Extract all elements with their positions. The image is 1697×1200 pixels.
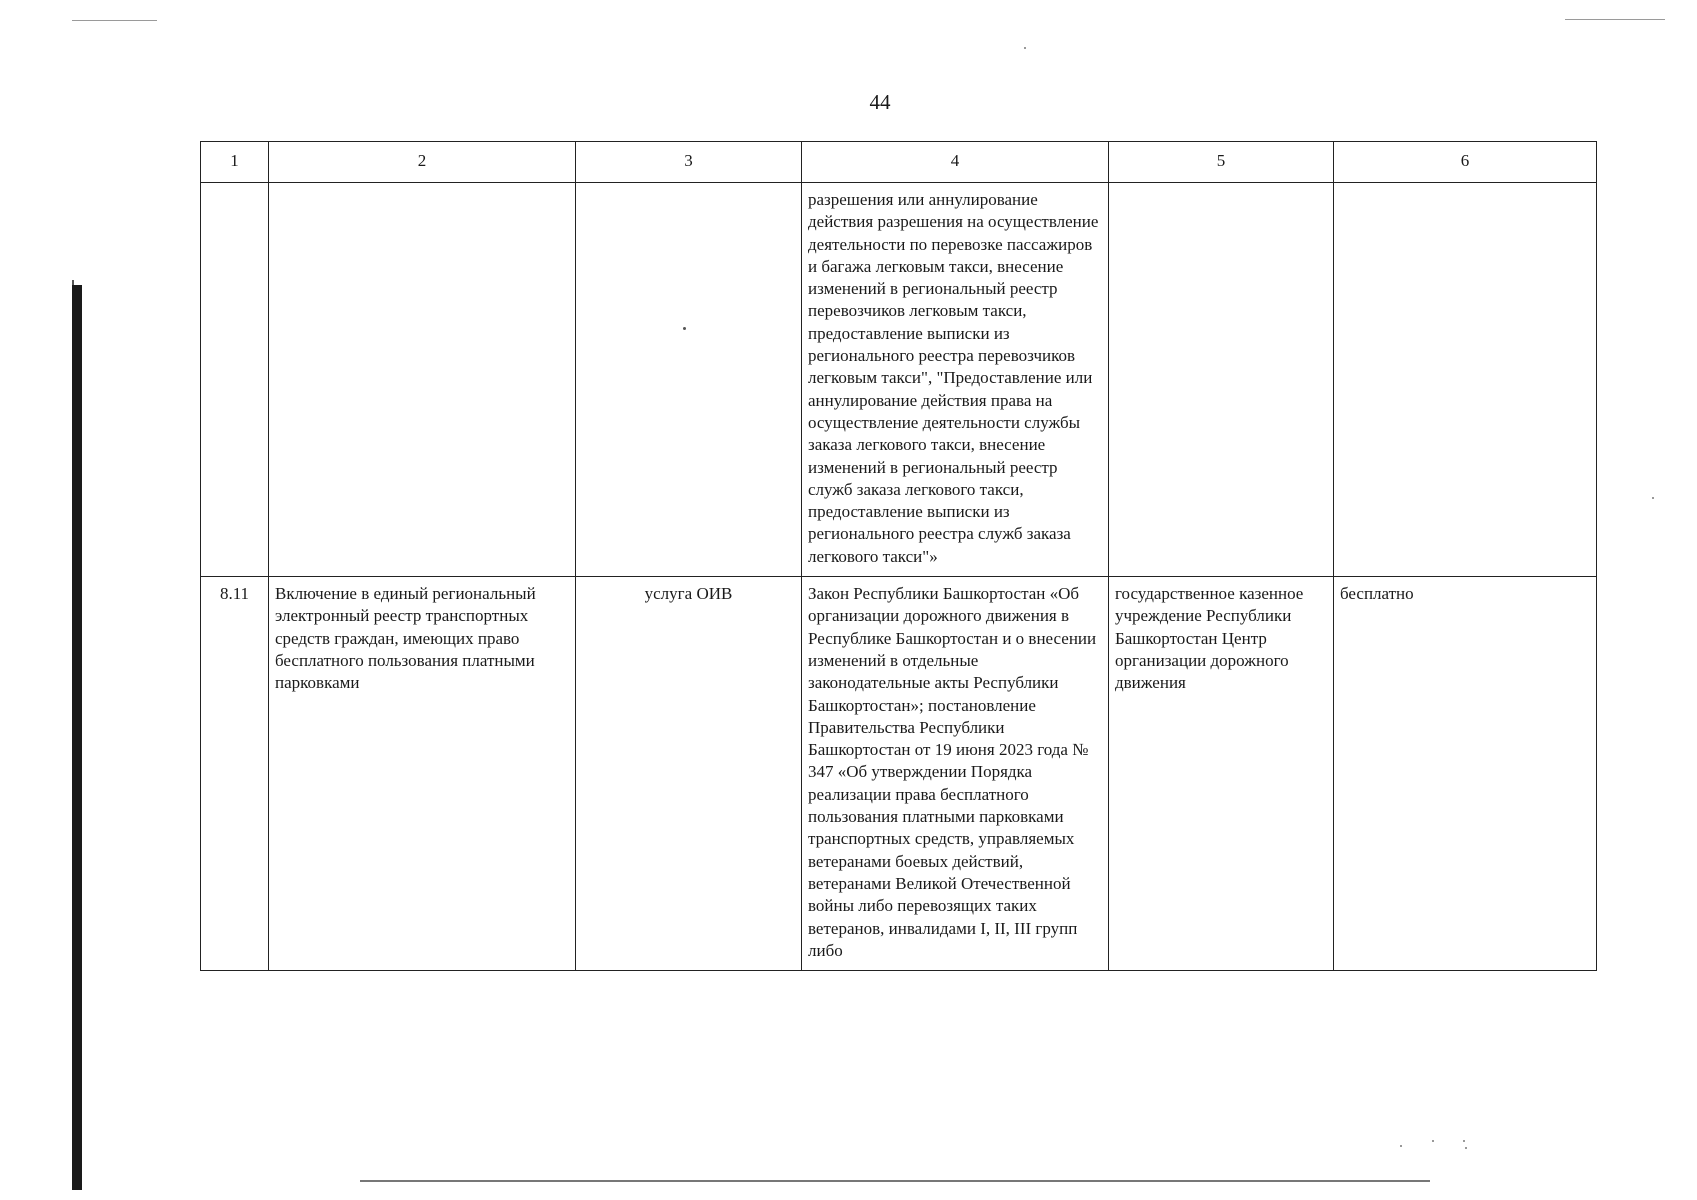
- column-header: 5: [1109, 142, 1334, 183]
- legal-basis-cell: Закон Республики Башкортостан «Об организации дорожного движения в Республике Башкортостан и о внесении изменений в отдельные законодательные акты Республики Башкортостан»; постановление Правительства Республики Башкортостан от 19 июня 2023 года № 347 «Об утверждении Порядка реализации права бесплатного пользования платными парковками транспортных средств, управляемых ветеранами боевых действий, ветеранами Великой Отечественной войны либо перевозящих таких ветеранов, инвалидами I, II, III групп либо: [802, 577, 1109, 971]
- table-header-row: [201, 142, 1597, 183]
- service-name-cell: Включение в единый региональный электронный реестр транспортных средств граждан, имеющих право бесплатного пользования платными парковками: [269, 577, 576, 971]
- page-number: 44: [869, 90, 891, 114]
- scan-speck: [1463, 1140, 1465, 1142]
- scan-speck: [1652, 497, 1654, 499]
- scan-binding-edge: [72, 285, 82, 1190]
- fee-cell: бесплатно: [1334, 577, 1597, 971]
- service-name-cell: [269, 183, 576, 577]
- table-row: [201, 183, 1597, 577]
- services-table: [200, 141, 1597, 971]
- table-row: [201, 577, 1597, 971]
- scan-speck: [1465, 1147, 1467, 1149]
- column-header: 6: [1334, 142, 1597, 183]
- fee-cell: [1334, 183, 1597, 577]
- scan-edge-line-right: [1565, 19, 1665, 20]
- scan-bottom-line: [360, 1180, 1430, 1182]
- scan-speck: [1432, 1140, 1434, 1142]
- service-type-cell: [576, 183, 802, 577]
- row-number-cell: [201, 183, 269, 577]
- column-header: 3: [576, 142, 802, 183]
- service-type-cell: услуга ОИВ: [576, 577, 802, 971]
- column-header: 4: [802, 142, 1109, 183]
- scan-speck: [1024, 47, 1026, 49]
- column-header: 2: [269, 142, 576, 183]
- row-number-cell: 8.11: [201, 577, 269, 971]
- provider-cell: государственное казенное учреждение Республики Башкортостан Центр организации дорожного движения: [1109, 577, 1334, 971]
- column-header: 1: [201, 142, 269, 183]
- scan-speck: [1400, 1145, 1402, 1147]
- legal-basis-cell: разрешения или аннулирование действия разрешения на осуществление деятельности по перевозке пассажиров и багажа легковым такси, внесение изменений в региональный реестр перевозчиков легковым такси, предоставление выписки из регионального реестра перевозчиков легковым такси", "Предоставление или аннулирование действия права на осуществление деятельности службы заказа легкового такси, внесение изменений в региональный реестр служб заказа легкового такси, предоставление выписки из регионального реестра служб заказа легкового такси"»: [802, 183, 1109, 577]
- provider-cell: [1109, 183, 1334, 577]
- scan-edge-line-left: [72, 20, 157, 21]
